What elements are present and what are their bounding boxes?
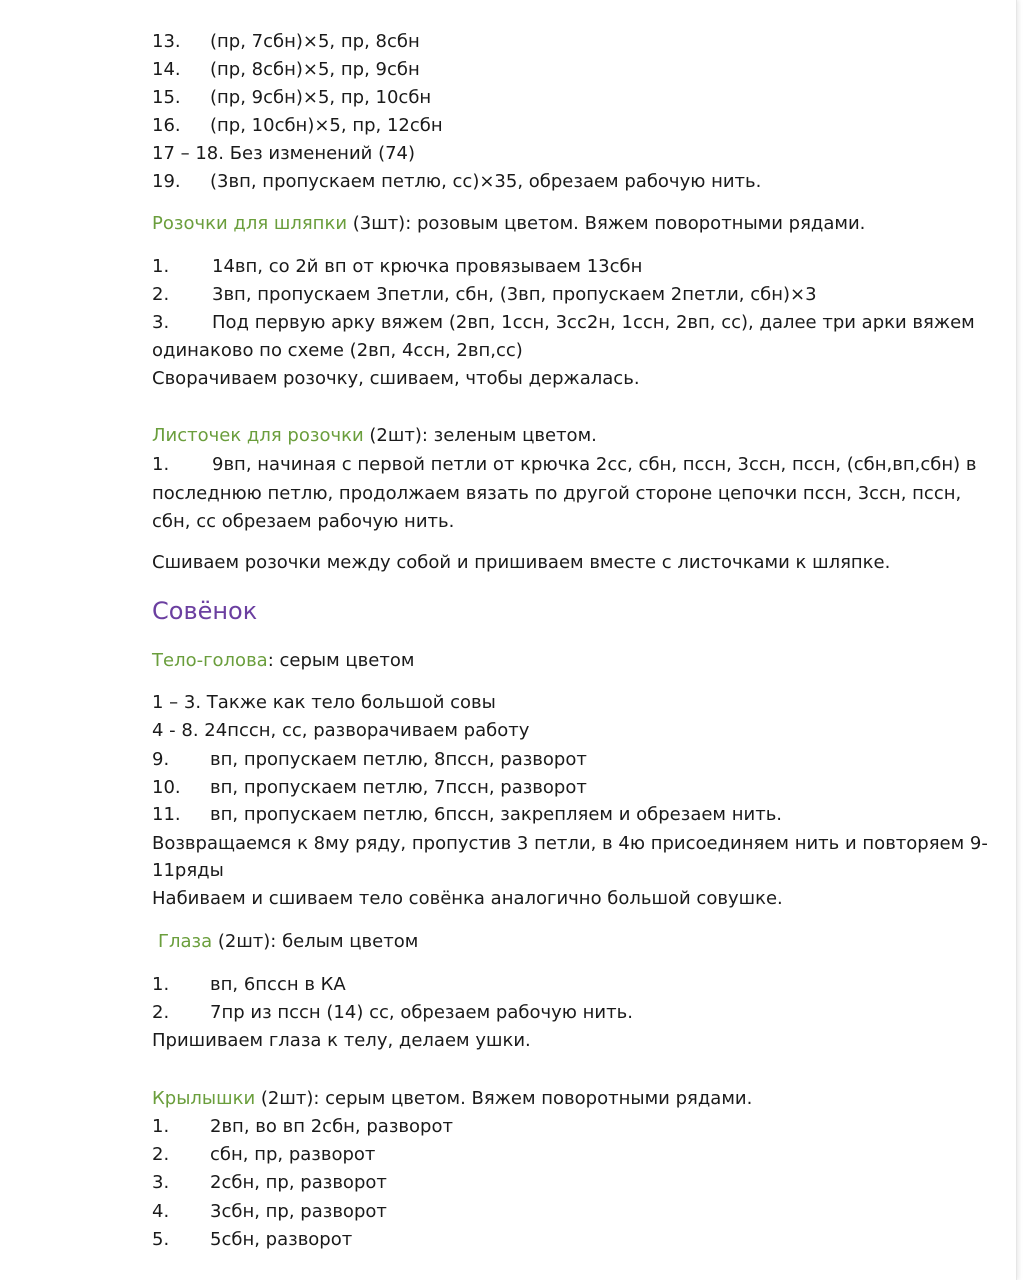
row-number: 2.	[152, 1002, 170, 1023]
list-item	[152, 456, 977, 474]
row-text: вп, 6пссн в КА	[210, 974, 346, 995]
list-item	[152, 314, 975, 332]
note-text: Набиваем и сшиваем тело совёнка аналогично большой совушке.	[152, 888, 783, 909]
list-item	[152, 976, 346, 994]
section-label: Листочек для розочки	[152, 425, 364, 446]
row-number: 4.	[152, 1201, 170, 1222]
row-number: 10.	[152, 777, 181, 798]
note-continuation: 11ряды	[152, 860, 224, 881]
list-item: 17 – 18. Без изменений (74)	[152, 143, 416, 164]
row-text: вп, пропускаем петлю, 8пссн, разворот	[210, 749, 587, 770]
row-number: 16.	[152, 115, 181, 136]
section-label: Тело-голова	[152, 650, 268, 671]
section-label: Глаза	[158, 931, 213, 952]
note-text: Сшиваем розочки между собой и пришиваем вместе с листочками к шляпке.	[152, 552, 891, 573]
section-header-roses	[152, 215, 865, 233]
row-text: 7пр из пссн (14) сс, обрезаем рабочую нить.	[210, 1002, 633, 1023]
section-header-body	[152, 652, 414, 670]
row-text: 2сбн, пр, разворот	[210, 1172, 387, 1193]
row-text: 5сбн, разворот	[210, 1229, 353, 1250]
row-number: 2.	[152, 284, 170, 305]
section-label: Розочки для шляпки	[152, 213, 348, 234]
row-text: 9вп, начиная с первой петли от крючка 2сс, сбн, пссн, 3ссн, пссн, (сбн,вп,сбн) в	[212, 454, 977, 475]
row-text: (пр, 9сбн)×5, пр, 10сбн	[210, 87, 432, 108]
note-text: Пришиваем глаза к телу, делаем ушки.	[152, 1030, 531, 1051]
page-title: Совёнок	[152, 597, 258, 625]
list-item	[152, 33, 420, 51]
row-text: 14вп, со 2й вп от крючка провязываем 13сбн	[212, 256, 643, 277]
list-item	[152, 1004, 633, 1022]
row-number: 3.	[152, 312, 170, 333]
list-item	[152, 258, 642, 276]
row-text: 2вп, во вп 2сбн, разворот	[210, 1116, 453, 1137]
note-text: Возвращаемся к 8му ряду, пропустив 3 петли, в 4ю присоединяем нить и повторяем 9-	[152, 833, 988, 854]
row-number: 13.	[152, 31, 181, 52]
section-header-wings	[152, 1090, 752, 1108]
row-number: 1.	[152, 256, 170, 277]
list-item	[152, 173, 761, 191]
row-number: 1.	[152, 454, 170, 475]
section-description: : серым цветом	[267, 650, 415, 671]
list-item: 1 – 3. Также как тело большой совы	[152, 692, 496, 713]
list-item	[152, 1231, 352, 1249]
section-description: (3шт): розовым цветом. Вяжем поворотными рядами.	[347, 213, 866, 234]
row-continuation: сбн, сс обрезаем рабочую нить.	[152, 511, 455, 532]
note-text: Сворачиваем розочку, сшиваем, чтобы держалась.	[152, 368, 640, 389]
row-text: вп, пропускаем петлю, 6пссн, закрепляем и обрезаем нить.	[210, 804, 783, 825]
section-description: (2шт): серым цветом. Вяжем поворотными рядами.	[255, 1088, 753, 1109]
row-number: 1.	[152, 1116, 170, 1137]
list-item	[152, 61, 420, 79]
row-text: сбн, пр, разворот	[210, 1144, 376, 1165]
row-text: (3вп, пропускаем петлю, сс)×35, обрезаем рабочую нить.	[210, 171, 762, 192]
row-number: 14.	[152, 59, 181, 80]
row-text: (пр, 8сбн)×5, пр, 9сбн	[210, 59, 420, 80]
row-number: 11.	[152, 804, 181, 825]
row-number: 1.	[152, 974, 170, 995]
list-item	[152, 1118, 453, 1136]
list-item	[152, 1146, 375, 1164]
list-item: 4 - 8. 24пссн, сс, разворачиваем работу	[152, 720, 530, 741]
list-item	[152, 1203, 387, 1221]
row-number: 3.	[152, 1172, 170, 1193]
row-number: 9.	[152, 749, 170, 770]
row-text: 3вп, пропускаем 3петли, сбн, (3вп, пропускаем 2петли, сбн)×3	[212, 284, 817, 305]
row-number: 19.	[152, 171, 181, 192]
row-continuation: последнюю петлю, продолжаем вязать по другой стороне цепочки пссн, 3ссн, пссн,	[152, 483, 962, 504]
row-text: (пр, 7сбн)×5, пр, 8сбн	[210, 31, 420, 52]
row-text: Под первую арку вяжем (2вп, 1ссн, 3сс2н, 1ссн, 2вп, сс), далее три арки вяжем	[212, 312, 975, 333]
list-item	[152, 1174, 387, 1192]
row-text: вп, пропускаем петлю, 7пссн, разворот	[210, 777, 587, 798]
list-item	[152, 117, 443, 135]
section-header-leaf	[152, 427, 597, 445]
list-item	[152, 89, 431, 107]
section-label: Крылышки	[152, 1088, 256, 1109]
row-text: (пр, 10сбн)×5, пр, 12сбн	[210, 115, 443, 136]
section-header-eyes	[158, 933, 418, 951]
list-item	[152, 779, 587, 797]
row-text: 3сбн, пр, разворот	[210, 1201, 387, 1222]
row-number: 15.	[152, 87, 181, 108]
row-continuation: одинаково по схеме (2вп, 4ссн, 2вп,сс)	[152, 340, 523, 361]
section-description: (2шт): зеленым цветом.	[363, 425, 597, 446]
list-item	[152, 806, 782, 824]
section-description: (2шт): белым цветом	[212, 931, 419, 952]
row-number: 2.	[152, 1144, 170, 1165]
row-number: 5.	[152, 1229, 170, 1250]
list-item	[152, 286, 817, 304]
list-item	[152, 751, 587, 769]
